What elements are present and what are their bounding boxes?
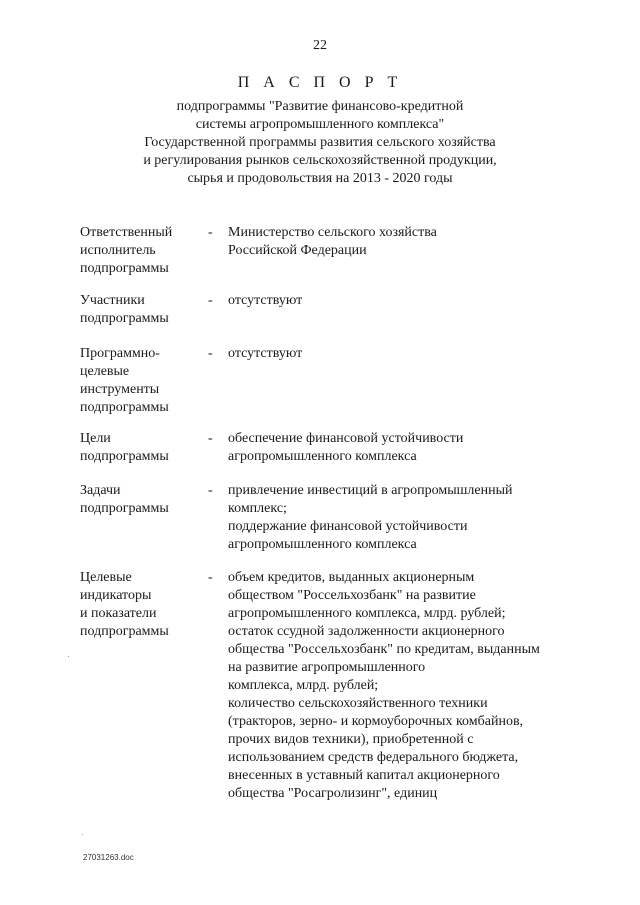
row-label: Участники подпрограммы bbox=[80, 293, 169, 326]
scan-speck bbox=[68, 656, 69, 657]
page-number: 22 bbox=[313, 38, 327, 53]
file-name-footer: 27031263.doc bbox=[83, 853, 134, 862]
subtitle-line: подпрограммы "Развитие финансово-кредитной bbox=[176, 99, 464, 114]
document-title: П А С П О Р Т bbox=[237, 74, 403, 91]
row-dash: - bbox=[208, 225, 213, 240]
row-label: Целевые индикаторы и показатели подпрограммы bbox=[80, 570, 169, 639]
document-subtitle bbox=[0, 98, 640, 188]
row-dash: - bbox=[208, 570, 213, 585]
row-value: Министерство сельского хозяйства Российской Федерации bbox=[228, 225, 437, 258]
row-value: объем кредитов, выданных акционерным обществом "Россельхозбанк" на развитие агропромышленного комплекса, млрд. рублей; остаток ссудной задолженности акционерного общества "Россельхозбанк" по кредитам, выданным на развитие агропромышленного комплекса, млрд. рублей; количество сельскохозяйственного техники (тракторов, зерно- и кормоуборочных комбайнов, прочих видов техники), приобретенной с использованием средств федерального бюджета, внесенных в уставный капитал акционерного общества "Росагролизинг", единиц bbox=[228, 570, 540, 801]
subtitle-line: и регулирования рынков сельскохозяйственной продукции, bbox=[143, 153, 497, 168]
row-label: Цели подпрограммы bbox=[80, 431, 169, 464]
row-label: Задачи подпрограммы bbox=[80, 483, 169, 516]
scan-speck bbox=[82, 834, 83, 835]
row-value: обеспечение финансовой устойчивости агропромышленного комплекса bbox=[228, 431, 464, 464]
subtitle-line: сырья и продовольствия на 2013 - 2020 годы bbox=[187, 171, 453, 186]
row-value: отсутствуют bbox=[228, 293, 303, 308]
row-label: Ответственный исполнитель подпрограммы bbox=[80, 225, 173, 276]
row-dash: - bbox=[208, 293, 213, 308]
row-label: Программно- целевые инструменты подпрограммы bbox=[80, 346, 169, 415]
row-dash: - bbox=[208, 483, 213, 498]
row-value: привлечение инвестиций в агропромышленный комплекс; поддержание финансовой устойчивости агропромышленного комплекса bbox=[228, 483, 513, 552]
row-value: отсутствуют bbox=[228, 346, 303, 361]
subtitle-line: Государственной программы развития сельского хозяйства bbox=[144, 135, 496, 150]
row-dash: - bbox=[208, 346, 213, 361]
row-dash: - bbox=[208, 431, 213, 446]
subtitle-line: системы агропромышленного комплекса" bbox=[195, 117, 445, 132]
